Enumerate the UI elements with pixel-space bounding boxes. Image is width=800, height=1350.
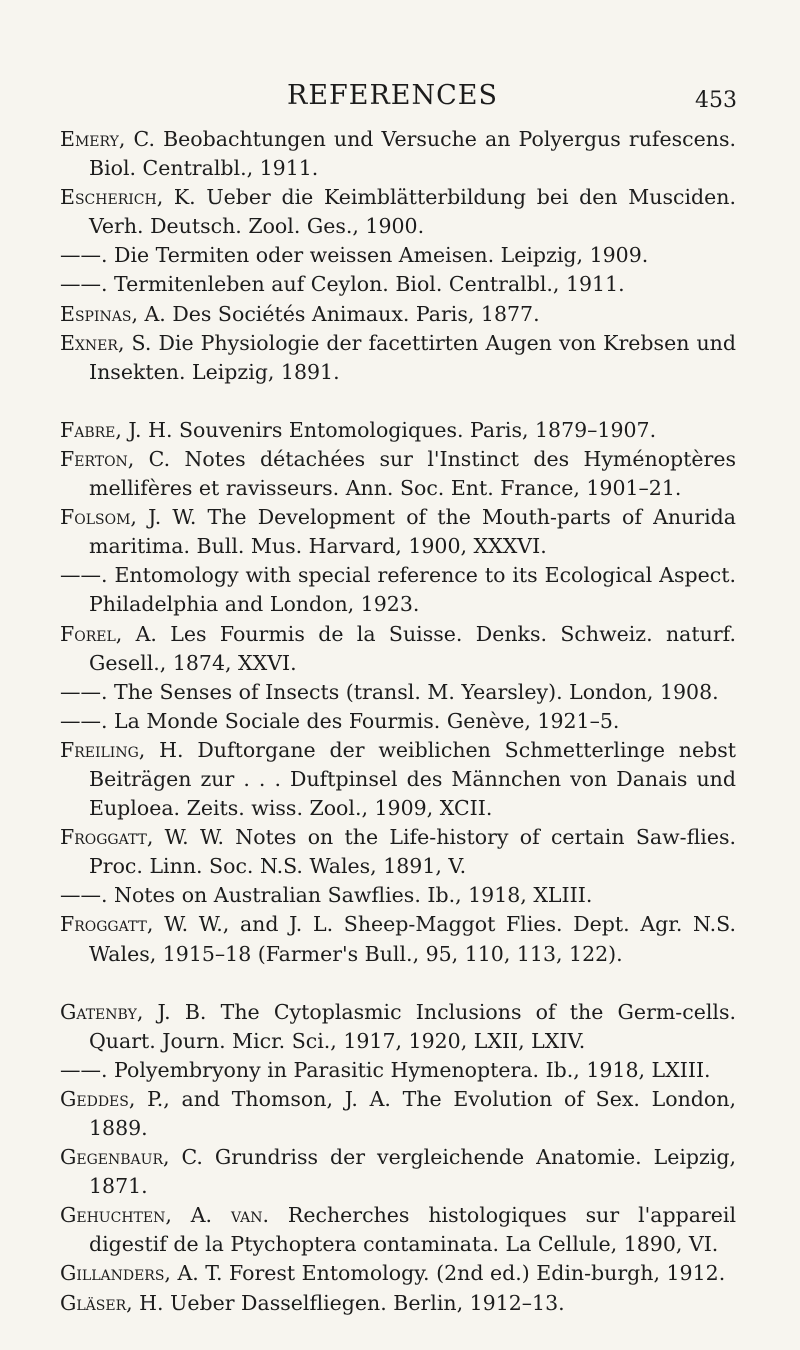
reference-text: ——. Die Termiten oder weissen Ameisen. Leipzig, 1909. [60,243,649,268]
reference-entry [60,1056,736,1085]
reference-text: Les Fourmis de la Suisse. Denks. Schweiz. naturf. Gesell., 1874, XXVI. [89,621,736,675]
reference-entry [60,910,736,968]
reference-author: Freiling, H. [60,737,184,762]
reference-entry [60,329,736,387]
reference-text: The Development of the Mouth-parts of Anurida maritima. Bull. Mus. Harvard, 1900, XXXVI. [89,505,736,559]
reference-author: Gehuchten, A. van. [60,1203,270,1228]
reference-author: Gläser, H. [60,1290,164,1315]
reference-author: Forel, A. [60,621,157,646]
reference-entry [60,620,736,678]
reference-text: ——. The Senses of Insects (transl. M. Yearsley). London, 1908. [60,679,719,704]
reference-text: Beobachtungen und Versuche an Polyergus rufescens. Biol. Centralbl., 1911. [89,127,736,181]
reference-text: ——. Entomology with special reference to its Ecological Aspect. Philadelphia and London, 1923. [60,563,736,617]
reference-text: Notes on the Life-history of certain Saw-flies. Proc. Linn. Soc. N.S. Wales, 1891, V. [89,825,736,879]
reference-entry [60,300,736,329]
reference-group-e [60,125,736,387]
reference-author: Fabre, J. H. [60,417,173,442]
reference-text: Des Sociétés Animaux. Paris, 1877. [165,301,540,326]
reference-entry [60,416,736,445]
reference-text: Forest Entomology. (2nd ed.) Edin-burgh, 1912. [222,1261,726,1286]
reference-entry [60,1143,736,1201]
reference-author: Gatenby, J. B. [60,999,207,1024]
reference-author: Ferton, C. [60,446,171,471]
reference-author: Gillanders, A. T. [60,1261,223,1286]
reference-entry [60,1259,736,1288]
reference-entry [60,707,736,736]
reference-author: Geddes, P., [60,1086,170,1111]
reference-text: Ueber die Keimblätterbildung bei den Musciden. Verh. Deutsch. Zool. Ges., 1900. [89,185,736,239]
reference-list [60,125,736,1347]
reference-author: Folsom, J. W. [60,505,197,530]
reference-group-f [60,416,736,969]
page-header [0,80,800,120]
reference-text: Duftorgane der weiblichen Schmetterlinge nebst Beiträgen zur . . . Duftpinsel des Männchen von Danais und Euploea. Zeits. wiss. Zool., 1909, XCII. [89,737,737,821]
reference-text: Die Physiologie der facettirten Augen von Krebsen und Insekten. Leipzig, 1891. [89,330,737,384]
reference-entry [60,881,736,910]
reference-entry [60,503,736,561]
reference-entry [60,823,736,881]
reference-text: Grundriss der vergleichende Anatomie. Leipzig, 1871. [89,1145,736,1199]
reference-author: Emery, C. [60,127,155,151]
reference-text: ——. Termitenleben auf Ceylon. Biol. Centralbl., 1911. [60,272,625,297]
reference-author: Escherich, K. [60,185,196,210]
reference-author: Espinas, A. [60,301,166,326]
reference-author: Gegenbaur, C. [60,1145,203,1170]
reference-entry [60,270,736,299]
reference-text: Recherches histologiques sur l'appareil digestif de la Ptychoptera contaminata. La Cellule, 1890, VI. [89,1203,736,1257]
reference-group-g [60,998,736,1318]
reference-entry [60,678,736,707]
reference-entry [60,241,736,270]
reference-entry [60,445,736,503]
reference-author: Exner, S. [60,330,152,355]
reference-entry [60,1201,736,1259]
reference-entry [60,736,736,823]
reference-author: Froggatt, W. W., [60,912,230,937]
reference-text: ——. La Monde Sociale des Fourmis. Genève, 1921–5. [60,708,620,733]
page-title: REFERENCES [287,80,499,111]
reference-entry [60,998,736,1056]
reference-text: Notes détachées sur l'Instinct des Hyménoptères mellifères et ravisseurs. Ann. Soc. Ent. France, 1901–21. [89,446,736,501]
reference-text: and Thomson, J. A. The Evolution of Sex. London, 1889. [89,1086,736,1140]
reference-entry [60,183,736,241]
page-number: 453 [695,88,737,113]
reference-text: ——. Notes on Australian Sawflies. Ib., 1918, XLIII. [60,883,593,908]
reference-entry [60,561,736,619]
reference-text: and J. L. Sheep-Maggot Flies. Dept. Agr. N.S. Wales, 1915–18 (Farmer's Bull., 95, 110, 113, 122). [89,912,736,966]
reference-text: Ueber Dasselfliegen. Berlin, 1912–13. [163,1290,565,1315]
reference-text: ——. Polyembryony in Parasitic Hymenoptera. Ib., 1918, LXIII. [60,1057,711,1082]
reference-entry [60,125,736,183]
reference-text: Souvenirs Entomologiques. Paris, 1879–1907. [172,417,657,442]
reference-text: The Cytoplasmic Inclusions of the Germ-cells. Quart. Journ. Micr. Sci., 1917, 1920, LXII, LXIV. [89,999,736,1053]
reference-entry [60,1289,736,1318]
reference-author: Froggatt, W. W. [60,825,224,850]
reference-entry [60,1085,736,1143]
